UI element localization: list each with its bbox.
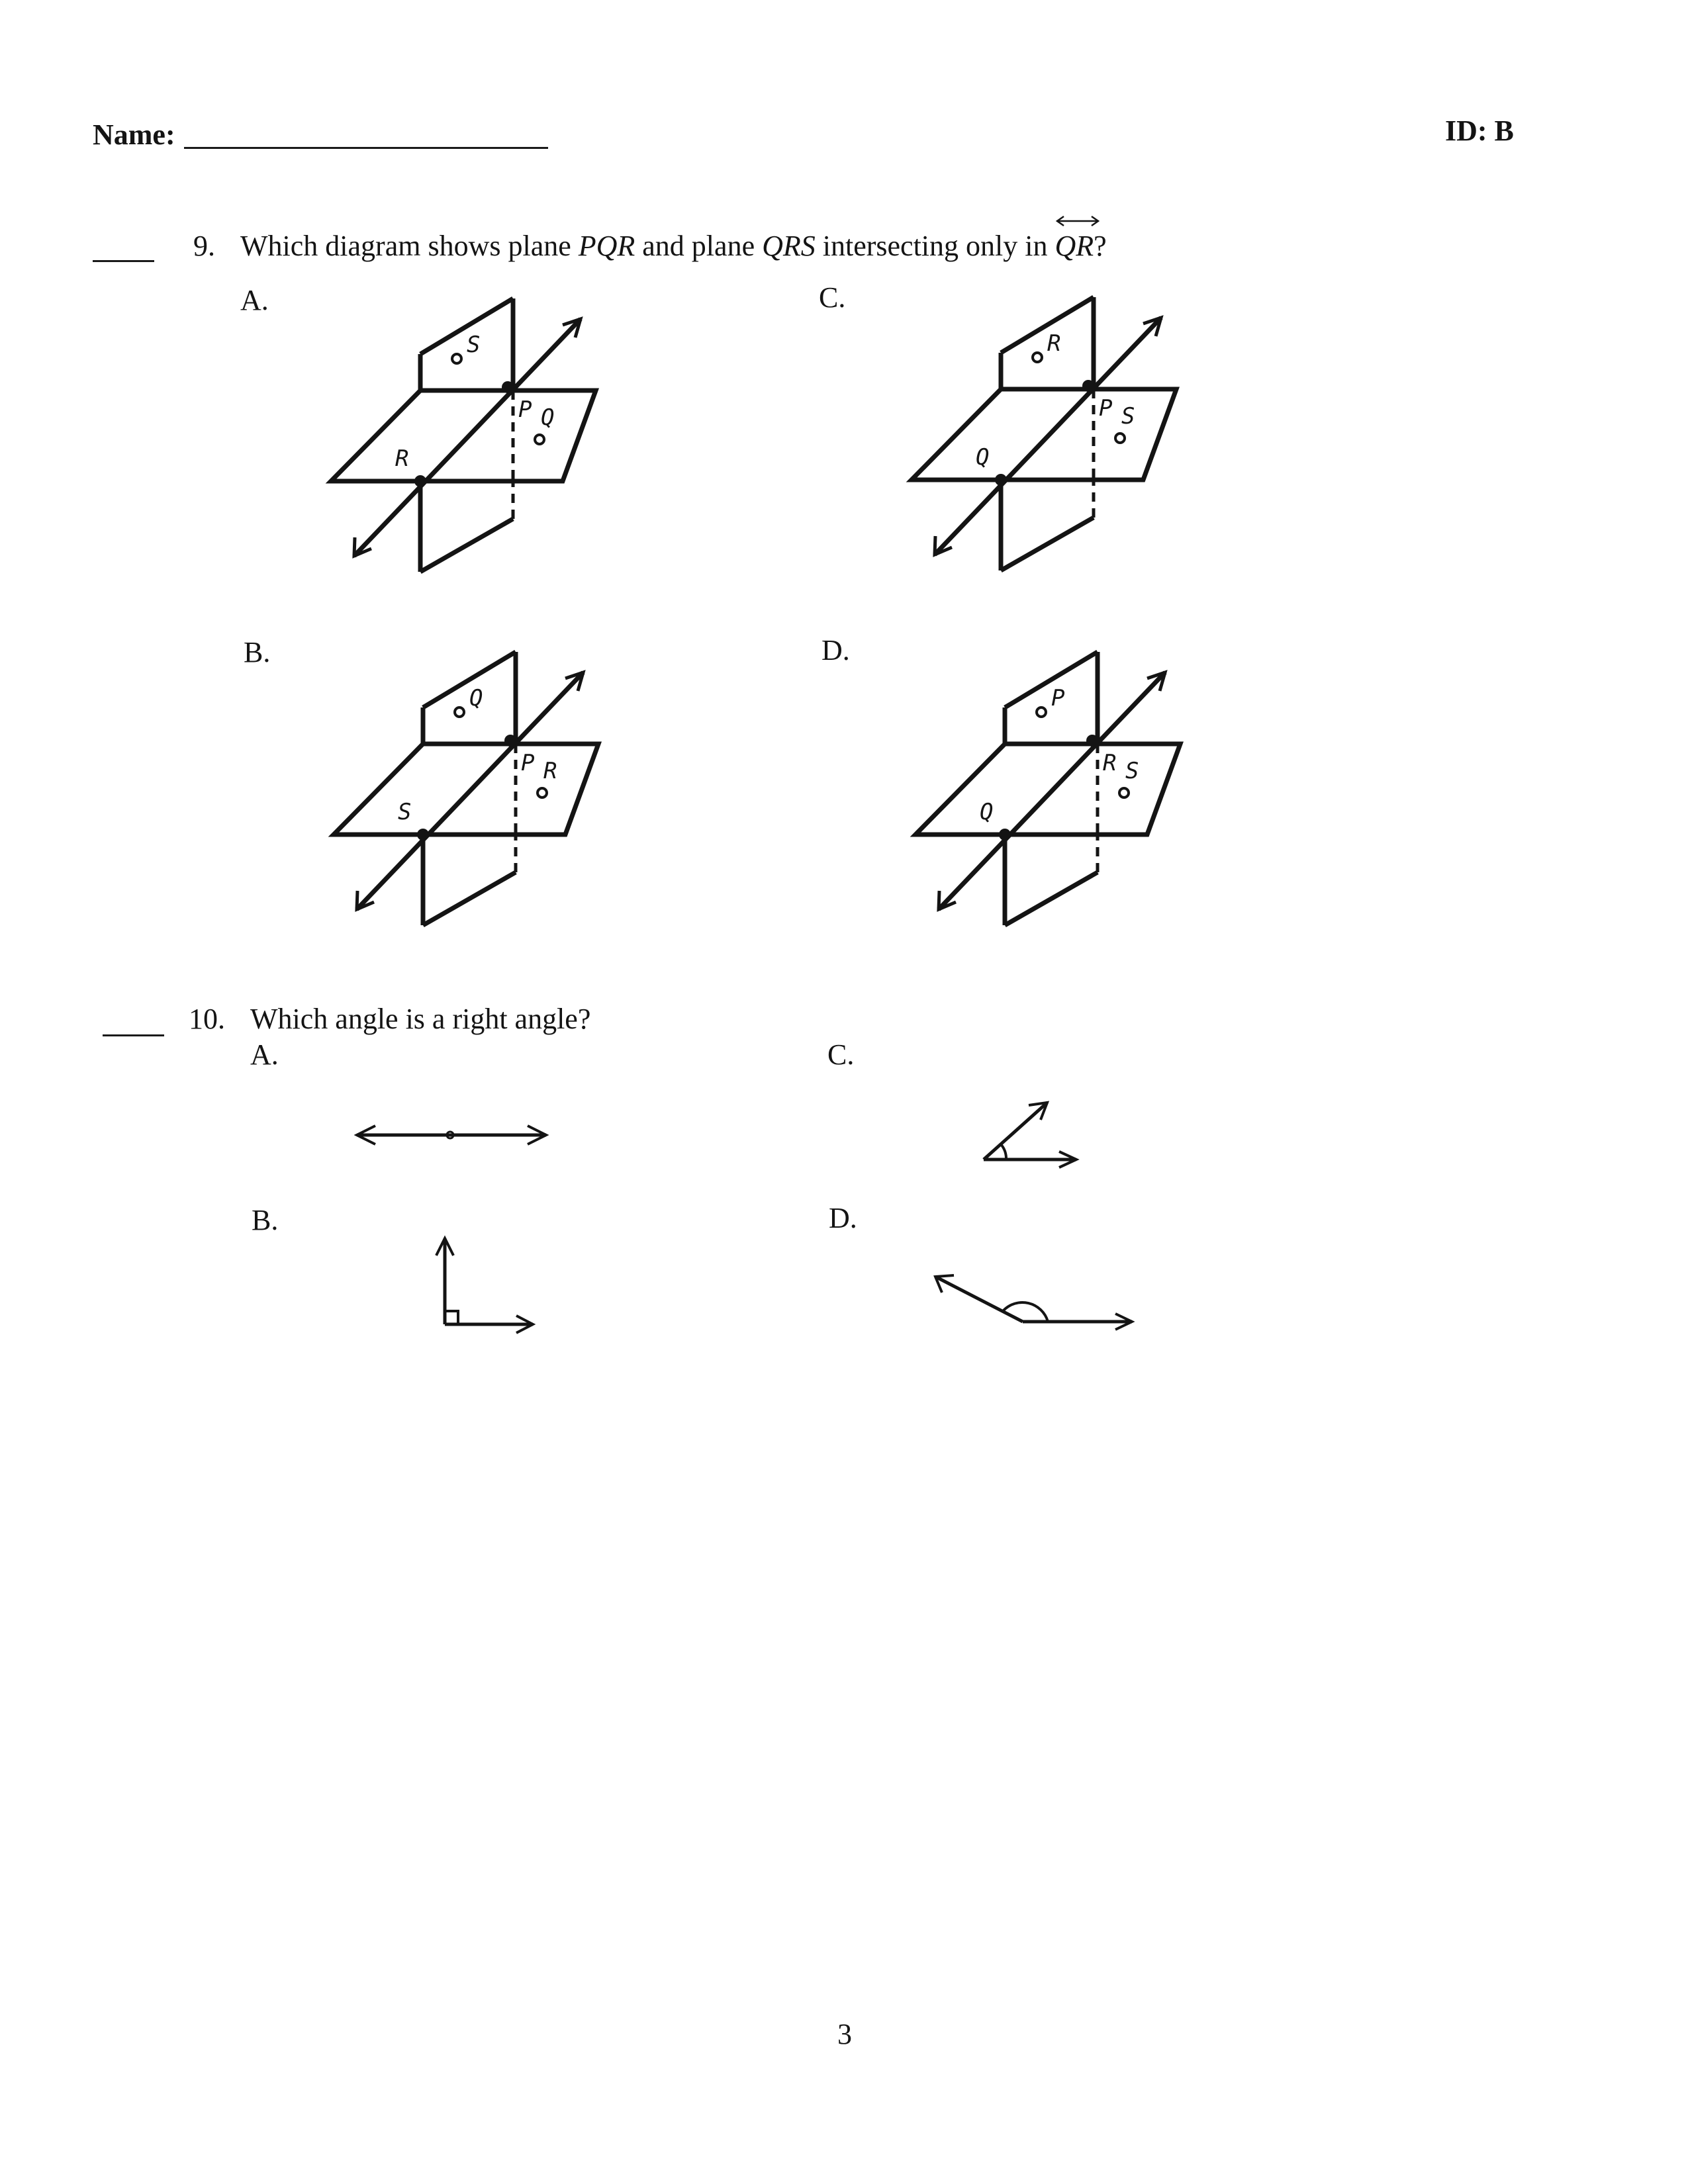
q9-a-p1-label: P (518, 396, 532, 423)
line-arrow-overbar (1055, 214, 1101, 228)
q9-d-front-label: Q (980, 799, 994, 825)
q9-c-p1-label: P (1099, 395, 1113, 422)
q9-c-front-label: Q (976, 444, 990, 471)
q9-c-back-label: R (1047, 330, 1061, 357)
name-label: Name: (93, 118, 175, 151)
q9-b-p1-label: P (521, 750, 535, 776)
q9-diagram-a (328, 293, 606, 570)
q10-option-a-letter[interactable]: A. (250, 1038, 279, 1071)
q10-angle-a (354, 1122, 553, 1148)
q10-angle-d (930, 1261, 1142, 1334)
q9-b-p2-label: R (543, 758, 557, 784)
answer-blank-9[interactable] (93, 260, 154, 262)
q9-diagram-c (908, 291, 1186, 569)
q9-option-b-letter[interactable]: B. (244, 636, 271, 668)
q9-a-p2-label: Q (541, 404, 555, 431)
q9-diagram-b (330, 646, 608, 924)
q9-c-p2-label: S (1121, 403, 1135, 430)
q10-angle-b (430, 1234, 536, 1340)
q9-b-back-label: Q (469, 685, 483, 711)
question-number-9: 9. (193, 230, 215, 262)
q10-option-d-letter[interactable]: D. (829, 1202, 857, 1234)
q9-b-front-label: S (398, 799, 412, 825)
question-text-9: Which diagram shows plane PQR and plane QRS intersecting only in QR? (240, 229, 1107, 263)
q9-a-back-label: S (467, 332, 481, 358)
id-label: ID: B (1445, 114, 1514, 147)
q10-angle-c (980, 1099, 1086, 1178)
q10-option-b-letter[interactable]: B. (252, 1204, 279, 1236)
answer-blank-10[interactable] (103, 1034, 164, 1036)
page-number: 3 (837, 2018, 852, 2050)
q9-option-d-letter[interactable]: D. (821, 634, 850, 666)
q9-d-p2-label: S (1125, 758, 1139, 784)
q9-d-back-label: P (1051, 685, 1065, 711)
question-text-10: Which angle is a right angle? (250, 1003, 591, 1035)
q9-diagram-d (912, 646, 1190, 924)
q10-option-c-letter[interactable]: C. (827, 1038, 855, 1071)
q9-a-front-label: R (395, 445, 409, 472)
question-number-10: 10. (189, 1003, 225, 1035)
q9-option-a-letter[interactable]: A. (240, 284, 269, 316)
q9-option-c-letter[interactable]: C. (819, 281, 846, 314)
name-blank[interactable] (184, 147, 548, 149)
q9-d-p1-label: R (1103, 750, 1117, 776)
